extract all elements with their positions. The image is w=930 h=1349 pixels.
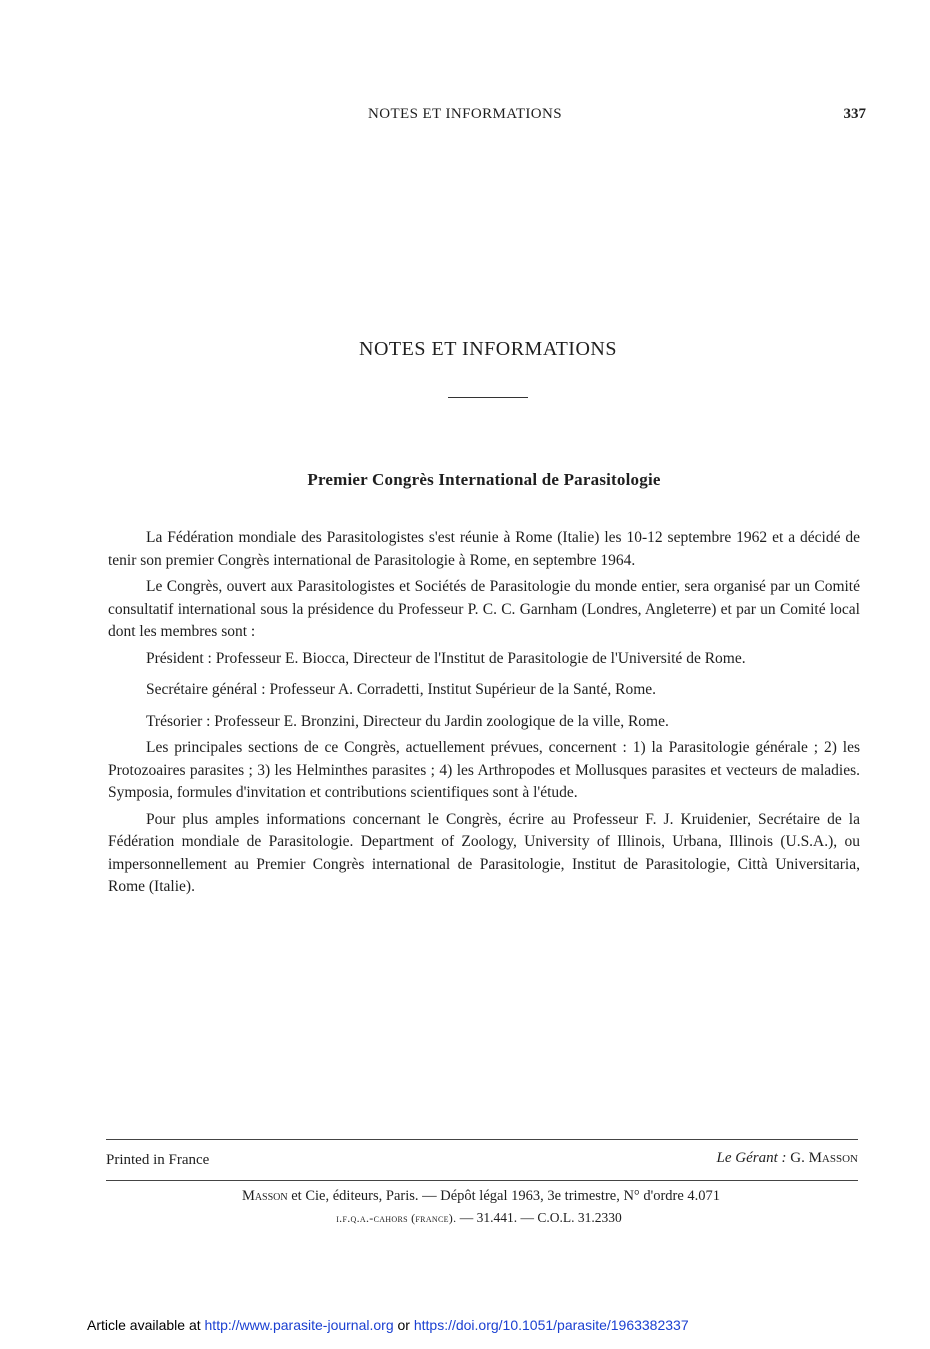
gerant-name: G. Masson <box>790 1150 858 1166</box>
availability-prefix: Article available at <box>87 1317 201 1333</box>
section-title: NOTES ET INFORMATIONS <box>359 338 617 360</box>
gerant-label: Le Gérant : <box>716 1150 787 1166</box>
running-head: NOTES ET INFORMATIONS <box>368 106 562 122</box>
article-title: Premier Congrès International de Parasitologie <box>307 470 661 489</box>
article-body <box>108 527 860 903</box>
paragraph-sections: Les principales sections de ce Congrès, actuellement prévues, concernent : 1) la Parasitologie générale ; 2) les Protozoaires parasites ; 3) les Helminthes parasites ; 4) les Arthropodes et Mollusques parasites et vecteurs de maladies. Symposia, formules d'invitation et contributions scientifiques sont à l'étude. <box>108 739 860 801</box>
availability-connector: or <box>397 1317 410 1333</box>
paragraph-organisation: Le Congrès, ouvert aux Parasitologistes et Sociétés de Parasitologie du monde entier, sera organisé par un Comité consultatif international sous la présidence du Professeur P. C. C. Garnham (Londres, Angleterre) et par un Comité local dont les membres sont : <box>108 578 860 640</box>
printer-line <box>0 1210 930 1226</box>
publisher-line <box>0 1188 930 1205</box>
publisher-details: et Cie, éditeurs, Paris. — Dépôt légal 1963, 3e trimestre, N° d'ordre 4.071 <box>291 1188 721 1204</box>
page-number: 337 <box>843 106 866 122</box>
gerant-line <box>600 1150 858 1167</box>
printer-name: i.f.q.a.-cahors (france). <box>336 1211 457 1225</box>
printer-details: — 31.441. — C.O.L. 31.2330 <box>459 1210 622 1225</box>
journal-link[interactable]: http://www.parasite-journal.org <box>204 1317 394 1333</box>
publisher-name: Masson <box>241 1188 288 1204</box>
paragraph-contact: Pour plus amples informations concernant le Congrès, écrire au Professeur F. J. Kruidenier, Secrétaire de la Fédération mondiale de Parasitologie. Department of Zoology, University of Illinois, Urbana, Illinois (U.S.A.), ou impersonnellement au Premier Congrès international de Parasitologie, Institut de Parasitologie, Città Universitaria, Rome (Italie). <box>108 810 860 895</box>
footer-rule-top <box>106 1139 858 1140</box>
doi-link[interactable]: https://doi.org/10.1051/parasite/1963382337 <box>413 1317 689 1333</box>
paragraph-president: Président : Professeur E. Biocca, Directeur de l'Institut de Parasitologie de l'Université de Rome. <box>146 649 746 667</box>
paragraph-treasurer: Trésorier : Professeur E. Bronzini, Directeur du Jardin zoologique de la ville, Rome. <box>146 712 669 730</box>
footer-rule-bottom <box>106 1180 858 1181</box>
paragraph-intro: La Fédération mondiale des Parasitologistes s'est réunie à Rome (Italie) les 10-12 septembre 1962 et a décidé de tenir son premier Congrès international de Parasitologie à Rome, en septembre 1964. <box>108 529 860 569</box>
printed-in-note: Printed in France <box>106 1152 210 1168</box>
availability-line <box>87 1317 689 1333</box>
paragraph-secretary: Secrétaire général : Professeur A. Corradetti, Institut Supérieur de la Santé, Rome. <box>146 681 657 698</box>
title-rule <box>448 397 528 398</box>
